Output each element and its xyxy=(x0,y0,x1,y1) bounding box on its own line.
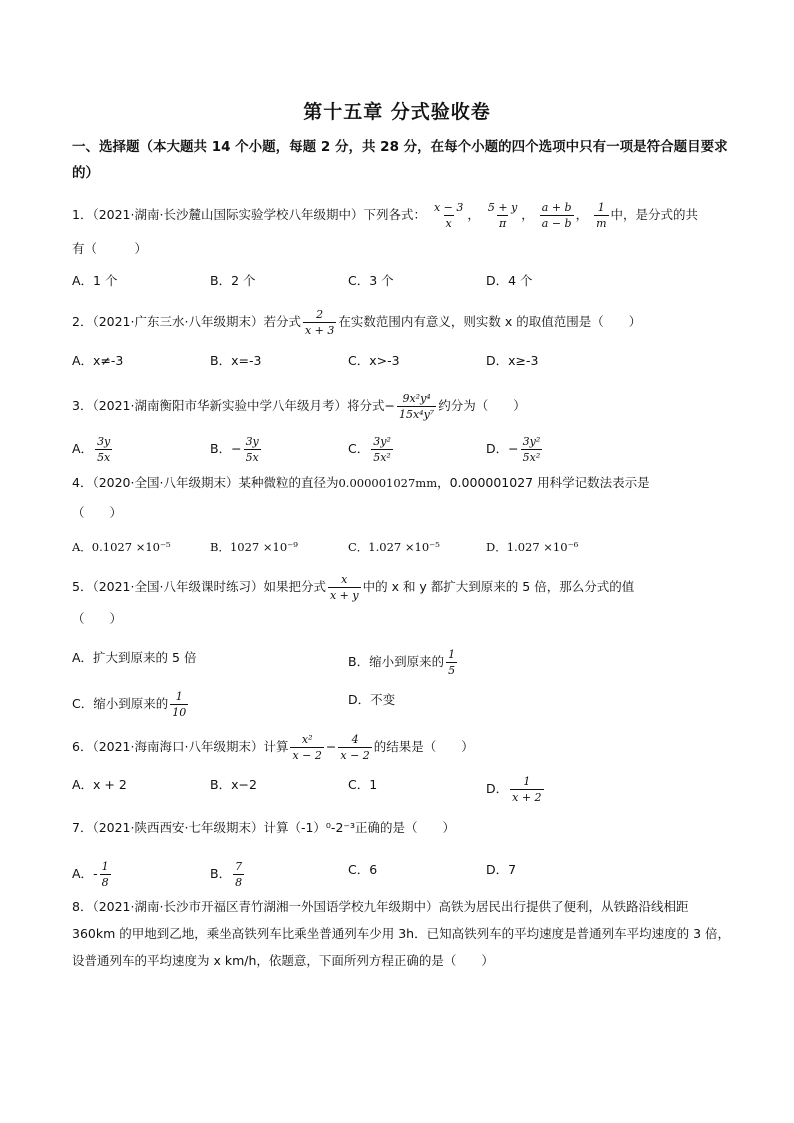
q6-option-a[interactable]: A．x + 2 xyxy=(72,777,127,792)
q3-option-d[interactable]: D．− $\frac{\text{3y²}}{\text{5x²}}$ xyxy=(486,435,541,464)
q3-fraction: $\frac{\text{9x²y⁴}}{\text{15x⁴y⁷}}$ xyxy=(398,392,435,421)
question-3: 3．（2021·湖南衡阳市华新实验中学八年级月考）将分式− $\frac{\text{9x²y⁴}}{\text{15x⁴y⁷}}$ 约分为（ ） xyxy=(72,392,526,421)
q1-stem: 1．（2021·湖南·长沙麓山国际实验学校八年级期中）下列各式： xyxy=(72,207,426,222)
question-2 xyxy=(72,308,732,337)
q4-value: 0.000001027mm xyxy=(338,476,438,490)
q1-option-b[interactable]: B．2 个 xyxy=(210,273,256,288)
q5-option-c[interactable]: C．缩小到原来的 $\frac{1}{10}$ xyxy=(72,690,187,719)
q5-fraction: $\frac{x}{x + y}$ xyxy=(329,573,359,602)
q6-option-d[interactable]: D． $\frac{1}{x + 2}$ xyxy=(486,775,542,804)
q2-option-c[interactable]: C．x>-3 xyxy=(348,353,400,368)
q2-option-d[interactable]: D．x≥-3 xyxy=(486,353,539,368)
q4-option-c[interactable]: C．1.027 ×10⁻⁵ xyxy=(348,540,440,554)
q6-option-c[interactable]: C．1 xyxy=(348,777,378,792)
q1-fraction-1: $\frac{x - 3}{x}$ xyxy=(433,201,464,230)
q7-option-b[interactable]: B． $\frac{7}{8}$ xyxy=(210,860,243,889)
page-title: 第十五章 分式验收卷 xyxy=(303,101,491,123)
question-8: 8．（2021·湖南·长沙市开福区青竹湖湘一外国语学校九年级期中）高铁为居民出行提供了便利，从铁路沿线相距 360km 的甲地到乙地，乘坐高铁列车比乘坐普通列车少用 3h．已知高铁列车的平均速度是普通列车平均速度的 3 倍，设普通列车的平均速度为 x km/h，依题意，下面所列方程正确的是（ ） xyxy=(72,899,730,968)
section-heading: 一、选择题（本大题共 14 个小题，每题 2 分，共 28 分，在每个小题的四个选项中只有一项是符合题目要求的） xyxy=(72,139,728,181)
q5-stem: 5．（2021·全国·八年级课时练习）如果把分式 xyxy=(72,579,326,594)
q6-stem: 6．（2021·海南海口·八年级期末）计算 xyxy=(72,739,289,754)
q7-option-a[interactable]: A．- $\frac{1}{8}$ xyxy=(72,860,109,889)
q2-option-b[interactable]: B．x=-3 xyxy=(210,353,262,368)
q1-fraction-2: $\frac{5 + y}{\pi}$ xyxy=(487,201,518,230)
question-7: 7．（2021·陕西西安·七年级期末）计算（-1）⁰-2⁻³正确的是（ ） xyxy=(72,820,456,835)
q6-fraction-1: $\frac{\text{x²}}{x - 2}$ xyxy=(292,733,322,762)
q1-option-a[interactable]: A．1 个 xyxy=(72,273,118,288)
question-1: 1．（2021·湖南·长沙麓山国际实验学校八年级期中）下列各式： $\frac{x - 3}{x}$ ， $\frac{5 + y}{\pi}$ ， $\frac{a + b}{a - b}$ ， $\frac{1}{m}$ 中，是分式的共 xyxy=(72,201,699,230)
q4-option-d[interactable]: D．1.027 ×10⁻⁶ xyxy=(486,540,579,554)
q1-line2: 有（ ） xyxy=(72,241,148,256)
q1-fraction-4: $\frac{1}{m}$ xyxy=(596,201,607,230)
q2-tail: 在实数范围内有意义，则实数 x 的取值范围是（ ） xyxy=(338,314,642,329)
q5-option-d[interactable]: D．不变 xyxy=(348,692,396,707)
q2-stem: 2．（2021·广东三水·八年级期末）若分式 xyxy=(72,314,301,329)
q5-option-a[interactable]: A．扩大到原来的 5 倍 xyxy=(72,650,197,665)
q3-option-a[interactable]: A． $\frac{3y}{5x}$ xyxy=(72,435,111,464)
question-6 xyxy=(72,733,732,762)
q3-option-b[interactable]: B．− $\frac{3y}{5x}$ xyxy=(210,435,259,464)
q4-line2: （ ） xyxy=(72,505,123,520)
q3-tail: 约分为（ ） xyxy=(438,398,526,413)
q7-option-c[interactable]: C．6 xyxy=(348,862,378,877)
question-5 xyxy=(72,573,732,602)
q6-option-b[interactable]: B．x−2 xyxy=(210,777,257,792)
q4-option-a[interactable]: A．0.1027 ×10⁻⁵ xyxy=(72,540,171,554)
question-4 xyxy=(72,473,732,493)
q2-option-a[interactable]: A．x≠-3 xyxy=(72,353,124,368)
q6-minus: − xyxy=(325,739,337,754)
q1-option-c[interactable]: C．3 个 xyxy=(348,273,394,288)
q1-option-d[interactable]: D．4 个 xyxy=(486,273,533,288)
q5-tail: 中的 x 和 y 都扩大到原来的 5 倍，那么分式的值 xyxy=(362,579,635,594)
q5-option-b[interactable]: B．缩小到原来的 $\frac{1}{5}$ xyxy=(348,648,456,677)
q6-fraction-2: $\frac{4}{x - 2}$ xyxy=(340,733,370,762)
q3-stem: 3．（2021·湖南衡阳市华新实验中学八年级月考）将分式 xyxy=(72,398,385,413)
q1-fraction-3: $\frac{a + b}{a - b}$ xyxy=(541,201,572,230)
q1-tail: 中，是分式的共 xyxy=(610,207,699,222)
q4-option-b[interactable]: B．1027 ×10⁻⁹ xyxy=(210,540,298,554)
q3-option-c[interactable]: C． $\frac{\text{3y²}}{\text{5x²}}$ xyxy=(348,435,391,464)
q4-tail: ，0.000001027 用科学记数法表示是 xyxy=(437,475,650,490)
q5-line2: （ ） xyxy=(72,611,123,626)
q2-fraction: $\frac{2}{x + 3}$ xyxy=(304,308,335,337)
q4-stem: 4．（2020·全国·八年级期末）某种微粒的直径为 xyxy=(72,475,339,490)
q7-option-d[interactable]: D．7 xyxy=(486,862,517,877)
q6-tail: 的结果是（ ） xyxy=(373,739,474,754)
